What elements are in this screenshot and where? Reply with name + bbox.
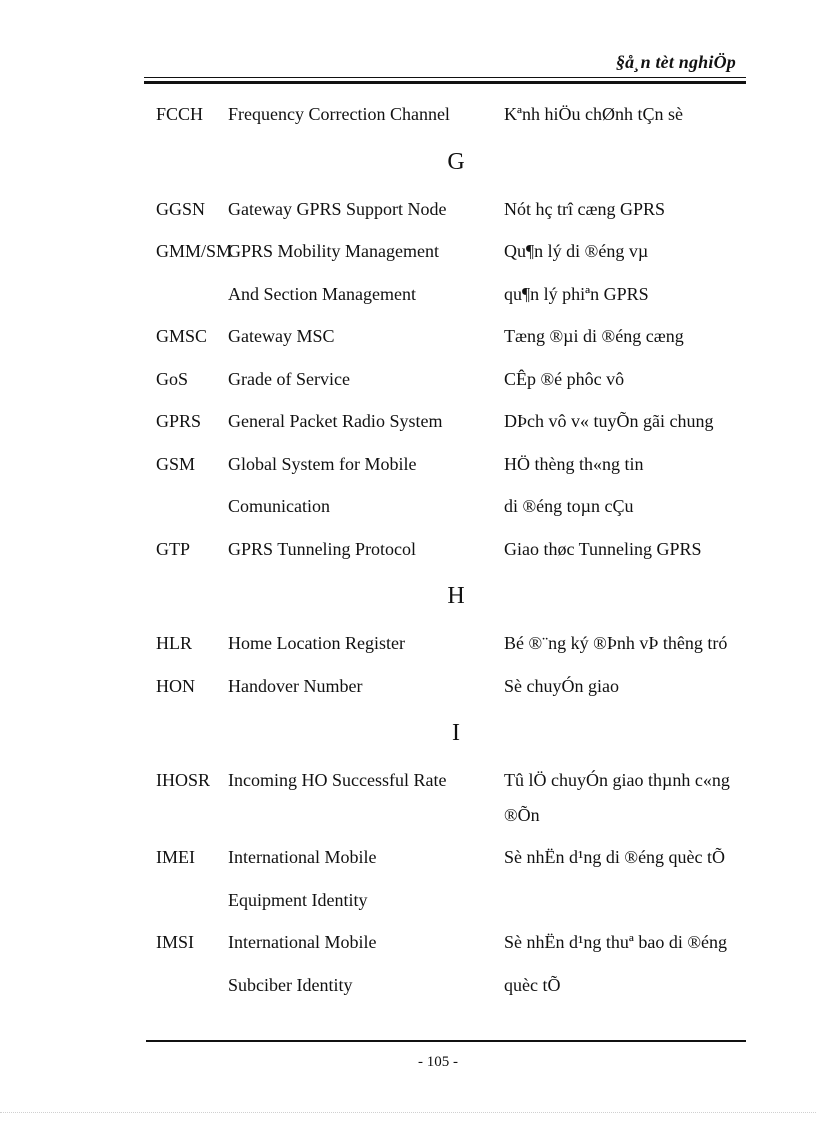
- term-english: [228, 369, 504, 412]
- term-english: [228, 847, 504, 932]
- term-vietnamese: [504, 104, 754, 147]
- term-vietnamese-line: quèc tÕ: [504, 974, 561, 995]
- section-letter: I: [452, 720, 460, 746]
- term-english-line: Gateway GPRS Support Node: [228, 198, 447, 219]
- term-english-line: Frequency Correction Channel: [228, 104, 450, 124]
- term-vietnamese: [504, 241, 754, 326]
- term-english-line: Equipment Identity: [228, 889, 368, 910]
- glossary-row-ihosr: [156, 764, 756, 841]
- glossary-row-gmsc: [156, 320, 756, 363]
- term-vietnamese-line: Sè nhËn d¹ng thuª bao di ®éng: [504, 932, 728, 952]
- term-vietnamese-line: Sè chuyÓn giao: [504, 675, 619, 696]
- section-letter-h: [156, 575, 756, 627]
- glossary-row-ggsn: [156, 193, 756, 236]
- term-english-line: International Mobile: [228, 847, 377, 867]
- term-abbreviation: IHOSR: [156, 770, 211, 790]
- term-abbreviation: IMEI: [156, 847, 195, 867]
- term-english-line: Incoming HO Successful Rate: [228, 770, 447, 790]
- term-abbreviation: GMM/SM: [156, 241, 233, 261]
- term-abbreviation: IMSI: [156, 932, 195, 952]
- term-vietnamese-line: Tæng ®µi di ®éng cæng: [504, 326, 684, 346]
- term-english: [228, 633, 504, 676]
- term-english: [228, 770, 504, 813]
- term-abbreviation: GTP: [156, 538, 191, 559]
- term-vietnamese-line: di ®éng toµn cÇu: [504, 496, 634, 516]
- term-vietnamese-line: Nót hç trî cæng GPRS: [504, 198, 666, 219]
- term-vietnamese: [504, 847, 754, 890]
- term-english: [228, 539, 504, 582]
- term-vietnamese: [504, 199, 754, 242]
- term-vietnamese: [504, 770, 754, 840]
- term-english-line: International Mobile: [228, 932, 377, 952]
- glossary-row-gtp: [156, 533, 756, 576]
- term-vietnamese-line: DÞch vô v« tuyÕn gãi chung: [504, 411, 714, 431]
- header-rule-thin: [144, 77, 746, 78]
- glossary-row-fcch: [156, 98, 756, 141]
- term-english-line: And Section Management: [228, 283, 416, 304]
- term-vietnamese: [504, 676, 754, 719]
- term-vietnamese-line: Giao thøc Tunneling GPRS: [504, 538, 702, 559]
- term-vietnamese-line: Qu¶n lý di ®éng vµ: [504, 241, 649, 261]
- term-english-line: Subciber Identity: [228, 974, 353, 995]
- term-abbreviation: HON: [156, 675, 195, 696]
- term-english-line: Home Location Register: [228, 633, 405, 653]
- term-english: [228, 241, 504, 326]
- glossary-row-gprs: [156, 405, 756, 448]
- term-english: [228, 676, 504, 719]
- term-english: [228, 932, 504, 1017]
- header-title: §å¸n tèt nghiÖp: [615, 52, 736, 72]
- term-english-line: Comunication: [228, 496, 330, 516]
- header-rule-thick: [144, 81, 746, 84]
- term-vietnamese-line: ®Õn: [504, 805, 540, 825]
- glossary-row-imsi: [156, 926, 756, 1011]
- term-english-line: Handover Number: [228, 675, 363, 696]
- section-letter: G: [447, 148, 465, 175]
- glossary-row-gmm-sm: [156, 235, 756, 320]
- term-vietnamese: [504, 326, 754, 369]
- term-vietnamese: [504, 633, 754, 676]
- term-english: [228, 454, 504, 539]
- term-abbreviation: GPRS: [156, 411, 202, 431]
- term-english: [228, 199, 504, 242]
- footer-rule: [146, 1040, 746, 1042]
- term-vietnamese-line: CÊp ®é phôc vô: [504, 368, 625, 389]
- term-vietnamese-line: HÖ thèng th«ng tin: [504, 453, 644, 474]
- term-abbreviation: GGSN: [156, 198, 206, 219]
- term-vietnamese: [504, 411, 754, 454]
- term-abbreviation: HLR: [156, 633, 192, 653]
- term-vietnamese: [504, 539, 754, 582]
- term-vietnamese-line: Sè nhËn d¹ng di ®éng quèc tÕ: [504, 847, 726, 867]
- term-vietnamese: [504, 454, 754, 539]
- glossary-row-gsm: [156, 448, 756, 533]
- glossary-row-imei: [156, 841, 756, 926]
- term-vietnamese: [504, 369, 754, 412]
- term-english-line: Global System for Mobile: [228, 453, 417, 474]
- glossary-row-hlr: [156, 627, 756, 670]
- term-english: [228, 326, 504, 369]
- term-vietnamese: [504, 932, 754, 1017]
- glossary: [156, 98, 756, 1011]
- page-bottom-divider: [0, 1112, 816, 1113]
- section-letter-i: [156, 712, 756, 764]
- section-letter-g: [156, 141, 756, 193]
- term-vietnamese-line: Tû lÖ chuyÓn giao thµnh c«ng: [504, 770, 730, 790]
- term-abbreviation: GoS: [156, 368, 189, 389]
- term-english: [228, 104, 504, 147]
- page-header: [144, 48, 746, 90]
- term-abbreviation: FCCH: [156, 104, 204, 124]
- term-abbreviation: GSM: [156, 453, 196, 474]
- section-letter: H: [447, 583, 465, 609]
- glossary-row-gos: [156, 363, 756, 406]
- term-english-line: General Packet Radio System: [228, 411, 443, 431]
- term-english-line: Gateway MSC: [228, 326, 335, 346]
- page-number: - 105 -: [418, 1054, 458, 1070]
- term-vietnamese-line: qu¶n lý phiªn GPRS: [504, 283, 649, 304]
- term-vietnamese-line: Kªnh hiÖu chØnh tÇn sè: [504, 104, 683, 124]
- term-english: [228, 411, 504, 454]
- term-abbreviation: GMSC: [156, 326, 208, 346]
- term-english-line: GPRS Tunneling Protocol: [228, 538, 417, 559]
- glossary-row-hon: [156, 670, 756, 713]
- term-vietnamese-line: Bé ®¨ng ký ®Þnh vÞ thêng tró: [504, 633, 728, 653]
- term-english-line: GPRS Mobility Management: [228, 241, 439, 261]
- term-english-line: Grade of Service: [228, 368, 350, 389]
